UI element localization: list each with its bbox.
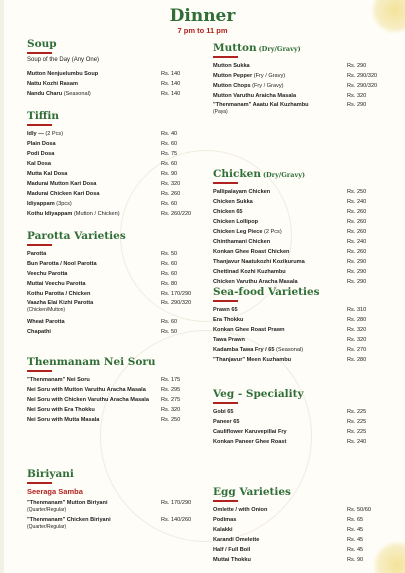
menu-item: [213, 207, 387, 217]
menu-item: [27, 249, 201, 259]
section-title-text: Sea-food Varieties: [213, 286, 320, 298]
section-biriyani: [27, 468, 201, 534]
menu-item-name-text: Podimas: [213, 516, 237, 523]
menu-item: [27, 415, 201, 425]
menu-item: [213, 315, 387, 325]
page-title: Dinner: [169, 6, 236, 26]
menu-item-name: [27, 159, 51, 169]
menu-item-name-text: Nandu Charu: [27, 90, 63, 97]
menu-item-price: Rs. 140: [161, 90, 181, 97]
menu-item-name-text: Madurai Chicken Kari Dosa: [27, 190, 100, 197]
section-underline: [213, 500, 238, 502]
menu-item-price: Rs. 60: [161, 318, 178, 325]
menu-item-qualifier: (3pcs): [56, 200, 72, 207]
menu-item: [213, 525, 387, 535]
menu-item: [213, 197, 387, 207]
menu-item-name: [213, 197, 253, 207]
menu-item-name-text: Chinthamani Chicken: [213, 238, 271, 245]
menu-item-name: [213, 505, 267, 515]
menu-item-name: [27, 139, 56, 149]
menu-item-name: [27, 405, 95, 415]
menu-item: [213, 305, 387, 315]
section-underline: [213, 56, 238, 58]
menu-item-name-text: Pallipalayam Chicken: [213, 188, 271, 195]
menu-item-price: Rs. 275: [161, 396, 181, 403]
menu-item-name: [27, 415, 99, 425]
menu-item: [213, 555, 387, 565]
menu-item: [213, 355, 387, 365]
menu-item-name-text: Kothu Idiyappam: [27, 210, 73, 217]
section-title-text: Soup: [27, 38, 57, 50]
menu-item-price: Rs. 50: [161, 250, 178, 257]
menu-item-qualifier: (Fry / Gravy): [253, 72, 286, 79]
menu-item-name-text: Nei Soru with Era Thokku: [27, 406, 95, 413]
section-title: [213, 486, 387, 498]
menu-item: [213, 417, 387, 427]
menu-item: [27, 179, 201, 189]
menu-item-price: Rs. 290: [347, 101, 367, 108]
menu-item-name: [213, 257, 305, 267]
menu-item-price: Rs. 295: [161, 386, 181, 393]
menu-item-name: [213, 207, 243, 217]
menu-item-name-text: Chicken Sukka: [213, 198, 253, 205]
menu-item-name-text: "Thenmanam" Nei Soru: [27, 376, 90, 383]
section-title-text: Veg - Speciality: [213, 388, 304, 400]
menu-item-subnote: (Quarter/Regular): [27, 506, 67, 513]
menu-item: [27, 289, 201, 299]
menu-item-name-text: Mutton Nenjuelumbu Soup: [27, 70, 99, 77]
section-title: [27, 110, 201, 122]
menu-item: [27, 395, 201, 405]
menu-item-price: Rs. 290: [347, 278, 367, 285]
section-egg-varieties: [213, 486, 387, 565]
menu-item: [27, 69, 201, 79]
menu-item-price: Rs. 290/320: [347, 72, 378, 79]
menu-item-name: [27, 517, 111, 531]
menu-item-name: [213, 535, 259, 545]
menu-item-price: Rs. 290: [347, 62, 367, 69]
menu-item-name-text: Parotta: [27, 250, 47, 257]
menu-item-price: Rs. 140: [161, 70, 181, 77]
menu-item: [213, 515, 387, 525]
menu-item-name-text: Kothu Parotta / Chicken: [27, 290, 91, 297]
menu-item-name-text: Karandi Omelette: [213, 536, 260, 543]
menu-item-price: Rs. 280: [347, 356, 367, 363]
menu-item-price: Rs. 140/260: [161, 516, 192, 523]
menu-item: [213, 407, 387, 417]
menu-item-price: Rs. 60: [161, 270, 178, 277]
menu-item-name-text: Bun Parotta / Nool Parotta: [27, 260, 97, 267]
menu-item-name-text: Mutton Pepper: [213, 72, 253, 79]
menu-item-qualifier: (2 Pcs): [45, 130, 64, 137]
menu-item: [27, 405, 201, 415]
menu-item: [213, 427, 387, 437]
menu-item: [213, 345, 387, 355]
menu-item-price: Rs. 65: [347, 516, 364, 523]
section-chicken: [213, 168, 387, 287]
menu-item-name: [213, 217, 258, 227]
menu-item-subnote: (Paya): [213, 108, 228, 115]
section-underline: [27, 370, 52, 372]
menu-item-name: [27, 79, 78, 89]
menu-item-name-text: Chicken 65: [213, 208, 243, 215]
menu-item-name: [27, 395, 149, 405]
menu-item-price: Rs. 320: [161, 180, 181, 187]
menu-item-price: Rs. 60: [161, 200, 178, 207]
menu-item-name-text: "Thenmanam" Aaatu Kal Kuzhambu: [213, 101, 309, 108]
section-title: [213, 168, 387, 180]
menu-item-subnote: (Quarter/Regular): [27, 523, 67, 530]
section-sea-food-varieties: [213, 286, 387, 365]
menu-item-name: [27, 269, 67, 279]
menu-item-price: Rs. 260/220: [161, 210, 192, 217]
menu-item-price: Rs. 320: [347, 92, 367, 99]
section-note: (Dry/Gravy): [262, 171, 306, 179]
menu-item-qualifier: (2 Pcs): [264, 228, 282, 235]
menu-item: [213, 227, 387, 237]
menu-item-name: [213, 277, 298, 287]
menu-item-name: [27, 169, 67, 179]
menu-item-name: [27, 89, 91, 99]
menu-item: [27, 269, 201, 279]
menu-item: [213, 61, 387, 71]
section-note: (Dry/Gravy): [258, 45, 301, 53]
section-title: [213, 42, 387, 54]
menu-item-name: [213, 417, 239, 427]
menu-item-name-text: Mutton Varuthu Araicha Masala: [213, 92, 297, 99]
menu-item-price: Rs. 45: [347, 546, 364, 553]
menu-item-name: [213, 315, 243, 325]
menu-item-name-text: Kadamba Tawa Fry / 65: [213, 346, 275, 353]
menu-item-name: [213, 545, 250, 555]
menu-item: [213, 535, 387, 545]
menu-item-price: Rs. 225: [347, 408, 367, 415]
menu-item: [27, 189, 201, 199]
menu-item-name: [27, 149, 54, 159]
menu-item-name: [213, 81, 284, 91]
menu-item-price: Rs. 60: [161, 160, 178, 167]
section-underline: [27, 482, 52, 484]
menu-item-price: Rs. 40: [161, 130, 178, 137]
section-underline: [27, 124, 52, 126]
menu-item: [213, 277, 387, 287]
menu-item-price: Rs. 80: [161, 280, 178, 287]
menu-item-name-text: Chapathi: [27, 328, 51, 335]
menu-item-name: [27, 69, 98, 79]
menu-item: [27, 279, 201, 289]
menu-item-name-text: Idly —: [27, 130, 44, 137]
menu-item-name: [27, 279, 85, 289]
menu-item-name-text: Omlette / with Onion: [213, 506, 268, 513]
menu-item-price: Rs. 60: [161, 140, 178, 147]
menu-item-price: Rs. 240: [347, 238, 367, 245]
menu-item-price: Rs. 290: [347, 258, 367, 265]
menu-item-price: Rs. 140: [161, 80, 181, 87]
menu-item: [213, 187, 387, 197]
menu-item-name: [27, 249, 46, 259]
menu-item: [213, 247, 387, 257]
menu-item-price: Rs. 320: [347, 326, 367, 333]
menu-item-qualifier: (Mutton / Chicken): [73, 210, 120, 217]
section-mutton: [213, 42, 387, 119]
menu-item-name-text: Muttai Thokku: [213, 556, 251, 563]
menu-item-name-text: Paneer 65: [213, 418, 240, 425]
menu-item-name-text: Chettinad Kozhi Kuzhambu: [213, 268, 286, 275]
menu-item-price: Rs. 260: [347, 248, 367, 255]
menu-item-price: Rs. 50: [161, 328, 178, 335]
section-title: [213, 388, 387, 400]
menu-item-price: Rs. 270: [347, 346, 367, 353]
menu-item-name-text: Nattu Kozhi Rasam: [27, 80, 78, 87]
menu-item-price: Rs. 60: [161, 260, 178, 267]
menu-item: [213, 335, 387, 345]
menu-item: [27, 327, 201, 337]
menu-item: [213, 267, 387, 277]
section-title-text: Mutton: [213, 42, 257, 54]
menu-item-name-text: Mutton Chops: [213, 82, 251, 89]
menu-item-name-text: Mutton Sukka: [213, 62, 250, 69]
section-underline: [213, 182, 238, 184]
menu-item: [213, 325, 387, 335]
menu-item-name-text: Cauliflower Karuvepillai Fry: [213, 428, 287, 435]
menu-item-price: Rs. 290: [347, 268, 367, 275]
menu-item-name-text: Konkan Ghee Roast Chicken: [213, 248, 290, 255]
menu-item-subnote: (Chicken/Mutton): [27, 306, 66, 313]
menu-item-name: [213, 267, 286, 277]
menu-item: [27, 517, 201, 531]
menu-item-name: [213, 71, 285, 81]
menu-item-name: [213, 355, 291, 365]
menu-item-name-text: Wheat Parotta: [27, 318, 65, 325]
menu-item-name-text: "Thenmanam" Mutton Biriyani: [27, 499, 108, 506]
menu-item-name: [213, 437, 286, 447]
menu-item-name: [213, 345, 303, 355]
menu-item-name: [27, 199, 72, 209]
menu-item-name-text: Konkan Paneer Ghee Roast: [213, 438, 287, 445]
left-border-strip: [0, 0, 4, 573]
menu-item-price: Rs. 45: [347, 536, 364, 543]
menu-item-price: Rs. 250: [347, 188, 367, 195]
menu-item: [27, 209, 201, 219]
menu-item-name-text: Chicken Varuthu Aracha Masala: [213, 278, 298, 285]
section-title: [27, 230, 201, 242]
section-underline: [213, 402, 238, 404]
menu-item-name: [27, 385, 146, 395]
menu-item-qualifier: (Seasonal): [63, 90, 91, 97]
menu-item-price: Rs. 280: [347, 316, 367, 323]
menu-item: [213, 71, 387, 81]
section-title-text: Parotta Varieties: [27, 230, 126, 242]
menu-item-name-text: Kal Dosa: [27, 160, 51, 167]
menu-item: [27, 149, 201, 159]
menu-item-name: [213, 237, 270, 247]
menu-item: [213, 257, 387, 267]
menu-item-name-text: Idiyappam: [27, 200, 55, 207]
section-underline: [27, 244, 52, 246]
menu-item-name: [27, 327, 51, 337]
menu-item-price: Rs. 225: [347, 428, 367, 435]
menu-item-price: Rs. 90: [347, 556, 364, 563]
menu-item-price: Rs. 310: [347, 306, 367, 313]
menu-item-name-text: Thanjavur Naatukozhi Kozikuruma: [213, 258, 305, 265]
menu-item: [27, 129, 201, 139]
menu-item-name: [27, 375, 90, 385]
menu-item: [27, 385, 201, 395]
menu-item: [27, 89, 201, 99]
menu-item-name-text: Vaazha Elai Kizhi Parotta: [27, 299, 94, 306]
menu-item-qualifier: (Seasonal): [276, 346, 304, 353]
section-soup: [27, 38, 201, 99]
section-title-text: Egg Varieties: [213, 486, 291, 498]
menu-item-name: [213, 102, 309, 116]
section-subtitle: Seeraga Samba: [27, 486, 83, 496]
menu-item-name: [213, 515, 236, 525]
menu-item: [27, 500, 201, 514]
section-title: [213, 286, 387, 298]
menu-item-name: [27, 179, 96, 189]
menu-item-name-text: Nei Soru with Mutta Masala: [27, 416, 100, 423]
menu-item-name: [27, 189, 99, 199]
menu-item-name-text: "Thenmanam" Chicken Biriyani: [27, 516, 111, 523]
section-parotta-varieties: [27, 230, 201, 337]
menu-item-name-text: Konkan Ghee Roast Prawn: [213, 326, 285, 333]
menu-item: [27, 259, 201, 269]
menu-item-name: [213, 555, 251, 565]
menu-item-name-text: Mutta Kal Dosa: [27, 170, 68, 177]
menu-item-name-text: Nei Soru with Chicken Varuthu Aracha Masala: [27, 396, 149, 403]
menu-item-name-text: Madurai Mutton Kari Dosa: [27, 180, 97, 187]
section-veg-speciality: [213, 388, 387, 447]
menu-item-name: [213, 525, 233, 535]
menu-item-name: [213, 335, 245, 345]
menu-item-name-text: Chicken Leg Piece: [213, 228, 263, 235]
menu-item: [27, 300, 201, 314]
menu-item-price: Rs. 45: [347, 526, 364, 533]
menu-item-name: [213, 325, 285, 335]
menu-item-name: [27, 289, 90, 299]
menu-item-name: [213, 427, 287, 437]
menu-item-name: [27, 500, 108, 514]
menu-item-price: Rs. 240: [347, 438, 367, 445]
menu-item: [213, 545, 387, 555]
menu-item-name-text: Prawn 65: [213, 306, 238, 313]
menu-item-price: Rs. 225: [347, 418, 367, 425]
menu-item-price: Rs. 75: [161, 150, 178, 157]
menu-item: [213, 217, 387, 227]
menu-item-price: Rs. 290/320: [347, 82, 378, 89]
menu-item: [27, 375, 201, 385]
menu-item: [213, 81, 387, 91]
menu-item-name-text: Kalakki: [213, 526, 233, 533]
menu-item-price: Rs. 260: [347, 218, 367, 225]
menu-item-price: Rs. 260: [161, 190, 181, 197]
menu-item-name-text: "Thanjavur" Meen Kuzhambu: [213, 356, 292, 363]
menu-item-name-text: Veechu Parotta: [27, 270, 68, 277]
menu-item-name: [27, 300, 93, 314]
section-title-text: Tiffin: [27, 110, 60, 122]
menu-item-name-text: Half / Full Boil: [213, 546, 251, 553]
menu-item: [27, 79, 201, 89]
menu-item-name: [213, 407, 234, 417]
menu-item-name-text: Nei Soru with Mutton Varuthu Aracha Masala: [27, 386, 146, 393]
menu-item-name: [27, 259, 97, 269]
menu-item: [27, 199, 201, 209]
section-thenmanam-nei-soru: [27, 356, 201, 425]
menu-item-price: Rs. 290/320: [161, 299, 192, 306]
menu-item-price: Rs. 320: [347, 336, 367, 343]
menu-item-name: [27, 317, 65, 327]
section-subtitle: Soup of the Day (Any One): [27, 56, 100, 63]
menu-item-price: Rs. 90: [161, 170, 178, 177]
section-underline: [27, 52, 52, 54]
menu-item-name-text: Muttai Veechu Parotta: [27, 280, 86, 287]
menu-item: [27, 159, 201, 169]
menu-item-price: Rs. 250: [161, 416, 181, 423]
section-underline: [213, 300, 238, 302]
menu-item-name-text: Chicken Lollipop: [213, 218, 259, 225]
menu-item-price: Rs. 240: [347, 198, 367, 205]
menu-item-name-text: Gobi 65: [213, 408, 234, 415]
menu-item-qualifier: (Fry / Gravy): [252, 82, 284, 89]
menu-item: [27, 169, 201, 179]
section-title-text: Thenmanam Nei Soru: [27, 356, 156, 368]
menu-item-price: Rs. 175: [161, 376, 181, 383]
menu-item-price: Rs. 320: [161, 406, 181, 413]
menu-item-price: Rs. 260: [347, 228, 367, 235]
menu-item-price: Rs. 260: [347, 208, 367, 215]
menu-item-price: Rs. 50/60: [347, 506, 371, 513]
menu-item-name-text: Tawa Prawn: [213, 336, 245, 343]
menu-item-name: [213, 227, 282, 237]
menu-item-price: Rs. 170/290: [161, 290, 192, 297]
menu-item-name-text: Era Thokku: [213, 316, 244, 323]
menu-item: [213, 102, 387, 116]
section-tiffin: [27, 110, 201, 219]
menu-item-name: [27, 209, 120, 219]
service-hours: 7 pm to 11 pm: [177, 26, 228, 35]
menu-item-name: [213, 61, 250, 71]
menu-item-name-text: Plain Dosa: [27, 140, 56, 147]
menu-item-name: [213, 305, 238, 315]
menu-item-price: Rs. 170/290: [161, 499, 192, 506]
menu-item: [27, 139, 201, 149]
menu-item-name: [27, 129, 63, 139]
section-title: [27, 38, 201, 50]
menu-item: [213, 505, 387, 515]
section-title: [27, 356, 201, 368]
menu-item: [213, 91, 387, 101]
menu-item-name: [213, 91, 296, 101]
section-title: [27, 468, 201, 480]
menu-item-name: [213, 247, 289, 257]
menu-item: [27, 317, 201, 327]
menu-item: [213, 237, 387, 247]
menu-item-name-text: Podi Dosa: [27, 150, 55, 157]
menu-item: [213, 437, 387, 447]
section-title-text: Biriyani: [27, 468, 74, 480]
section-title-text: Chicken: [213, 168, 261, 180]
menu-item-name: [213, 187, 270, 197]
